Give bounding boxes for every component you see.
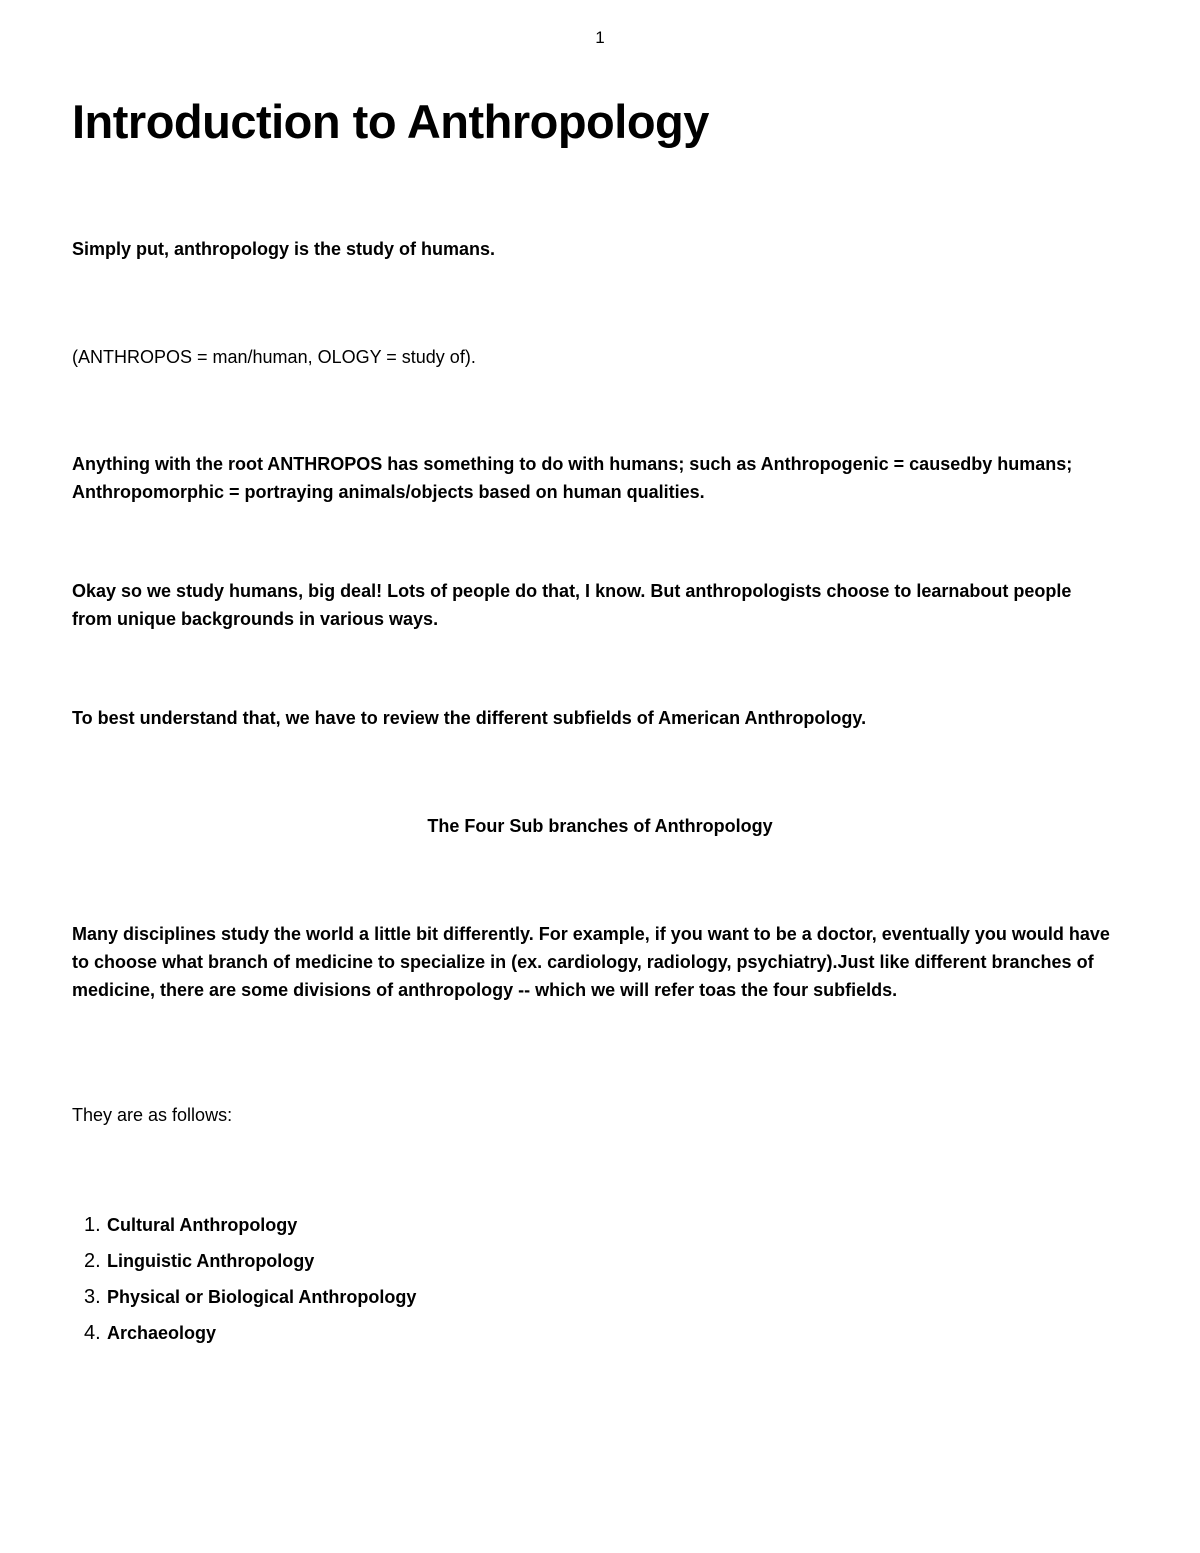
paragraph-disciplines: Many disciplines study the world a little bit differently. For example, if you want to be a doctor, eventually you would have to choose what branch of medicine to specialize in (ex. cardiology, radiology, psychiatry).Just like different branches of medicine, there are some divisions of anthropology -- which we will refer toas the four subfields. [72,924,1110,1000]
list-item-label: Linguistic Anthropology [107,1251,315,1271]
list-item [72,1315,872,1351]
list-item [72,1279,872,1315]
paragraph-review-subfields: To best understand that, we have to review the different subfields of American Anthropology. [72,708,867,728]
page-number: 1 [595,28,605,47]
list-item-number: 2. [84,1250,101,1272]
section-heading: The Four Sub branches of Anthropology [427,816,773,836]
list-item-label: Archaeology [107,1323,217,1343]
paragraph-follows-intro: They are as follows: [72,1105,233,1125]
list-item-number: 3. [84,1286,101,1308]
list-item-label: Cultural Anthropology [107,1215,298,1235]
list-item [72,1243,872,1279]
list-item-number: 1. [84,1214,101,1236]
paragraph-etymology: (ANTHROPOS = man/human, OLOGY = study of). [72,347,476,367]
paragraph-definition: Simply put, anthropology is the study of humans. [72,239,496,259]
list-item [72,1207,872,1243]
paragraph-root-examples: Anything with the root ANTHROPOS has something to do with humans; such as Anthropogenic = causedby humans; Anthropomorphic = portraying animals/objects based on human qualities. [72,454,1073,502]
subfields-list [72,1207,872,1351]
list-item-number: 4. [84,1322,101,1344]
list-item-label: Physical or Biological Anthropology [107,1287,417,1307]
paragraph-unique-backgrounds: Okay so we study humans, big deal! Lots of people do that, I know. But anthropologists choose to learnabout people from unique backgrounds in various ways. [72,581,1072,629]
document-title: Introduction to Anthropology [72,95,709,148]
